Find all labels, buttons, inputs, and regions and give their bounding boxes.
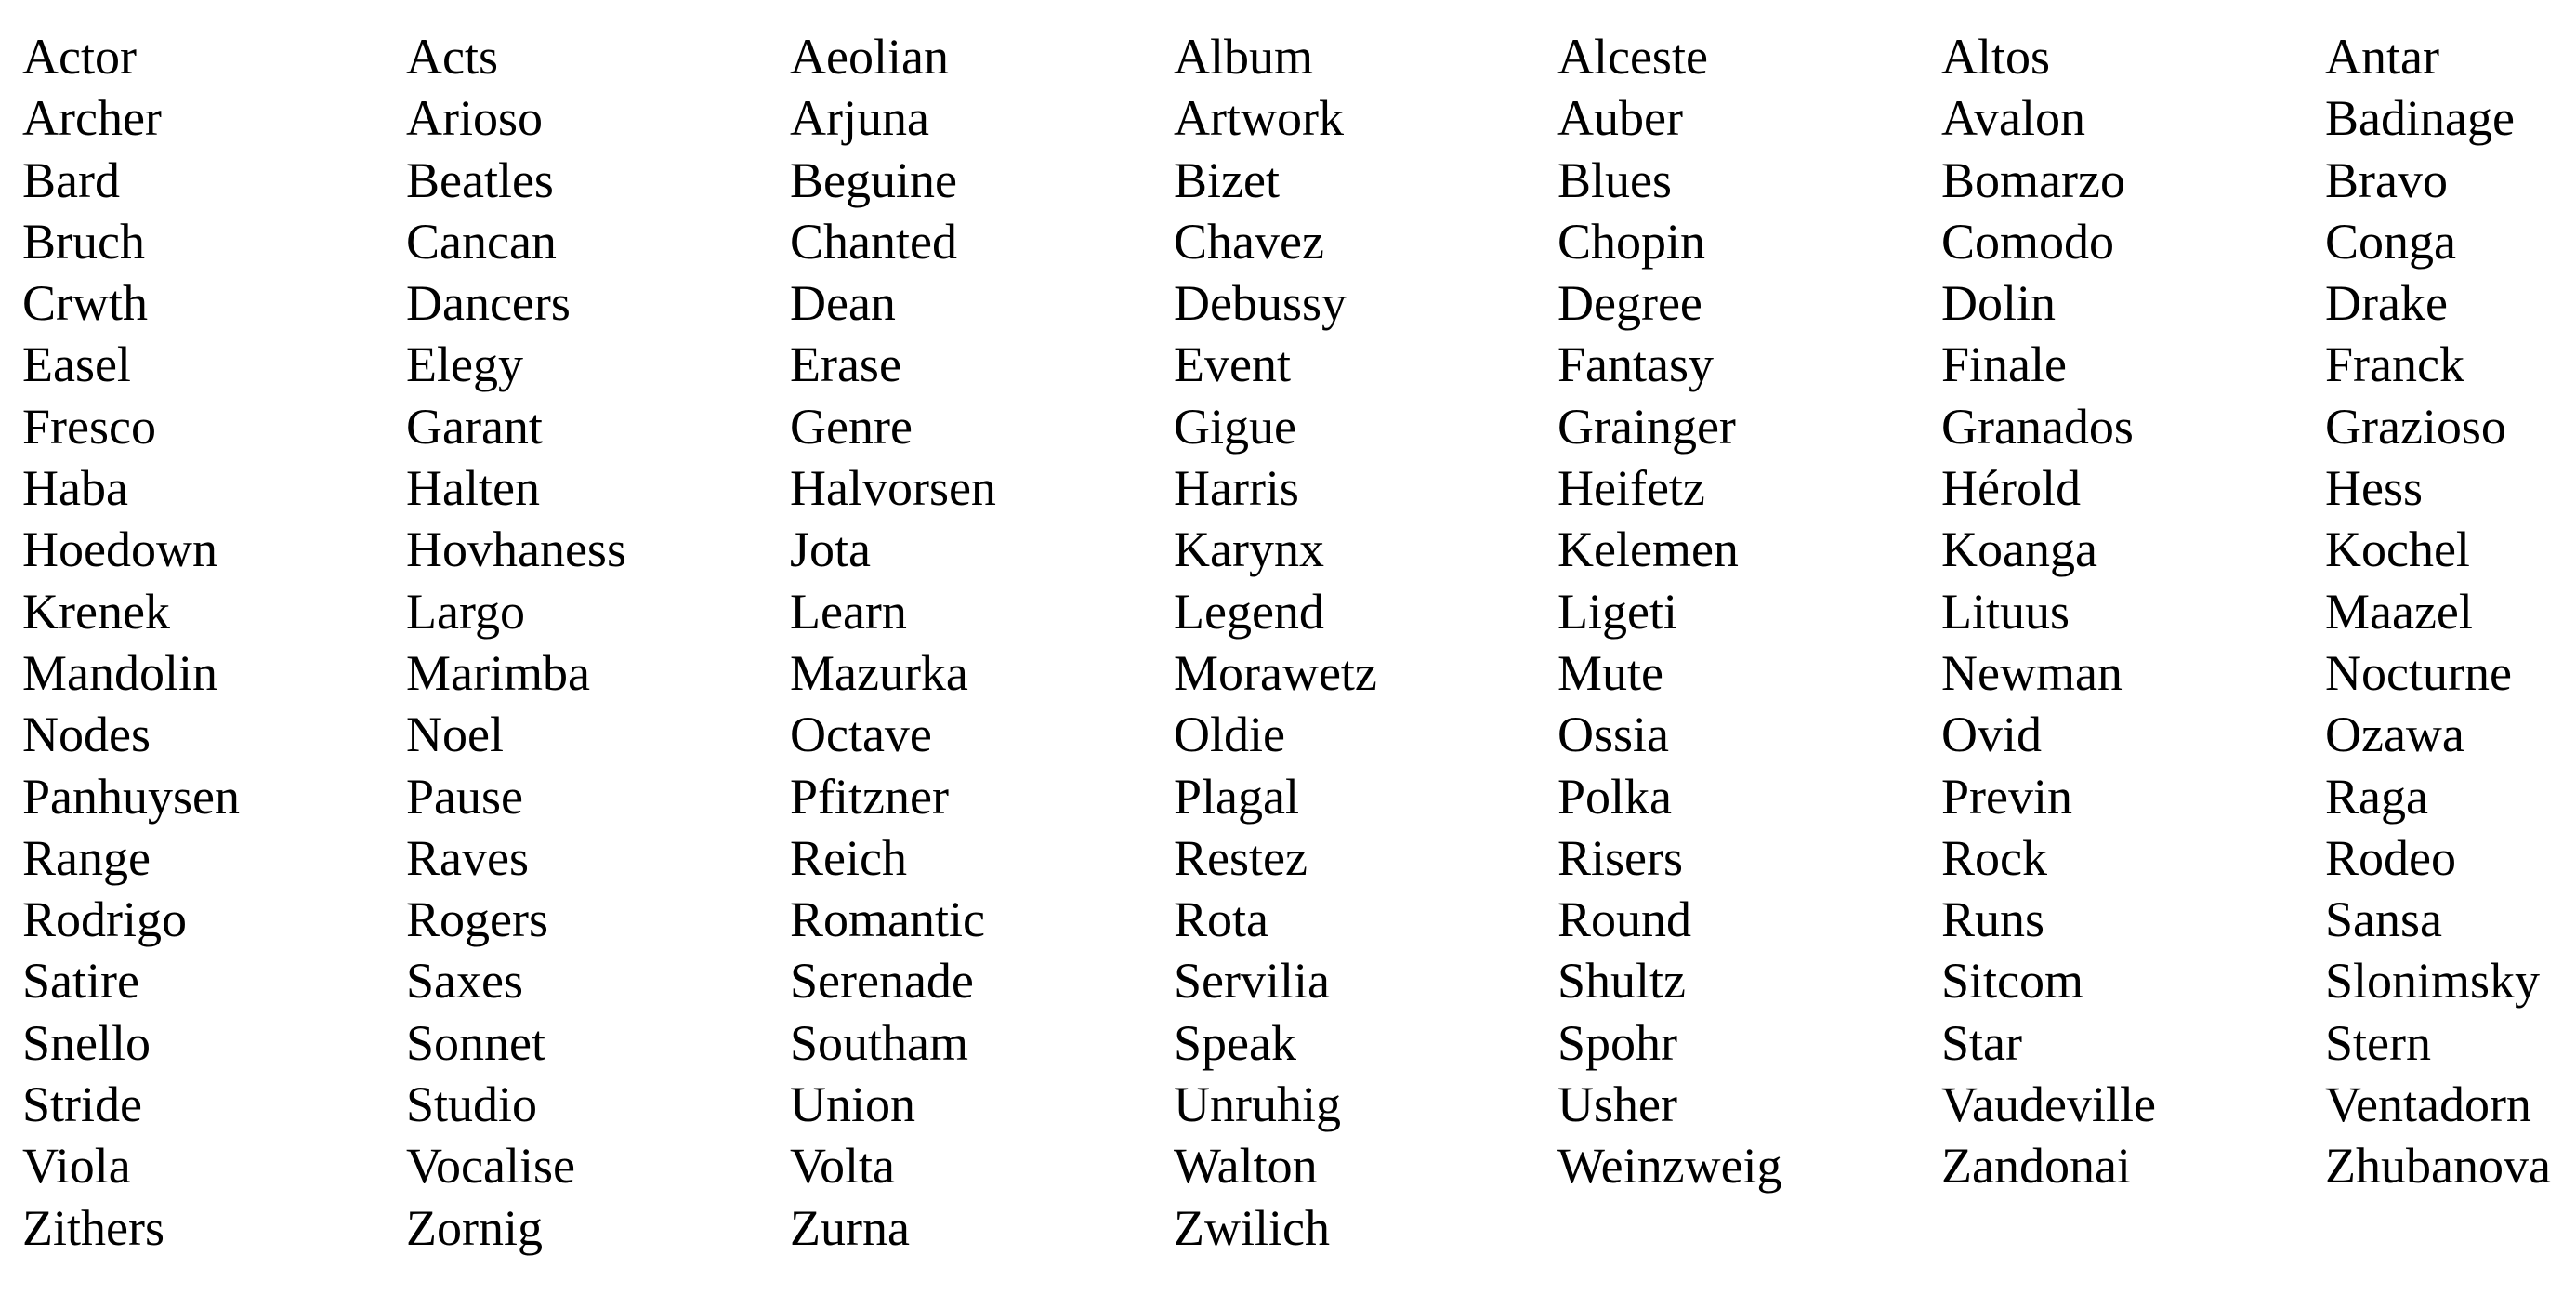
word-cell: Finale	[1941, 337, 2067, 393]
word-cell: Aeolian	[790, 29, 949, 85]
word-cell: Ligeti	[1557, 583, 1677, 640]
word-cell: Mute	[1557, 644, 1663, 701]
word-cell: Grainger	[1557, 398, 1736, 455]
word-cell: Restez	[1174, 829, 1308, 886]
word-cell: Sitcom	[1941, 953, 2084, 1010]
word-cell: Learn	[790, 583, 907, 640]
word-cell: Dancers	[406, 275, 571, 332]
word-cell: Debussy	[1174, 275, 1347, 332]
word-cell: Zornig	[406, 1199, 543, 1256]
word-cell: Lituus	[1941, 583, 2070, 640]
word-cell: Crwth	[22, 275, 148, 332]
word-cell: Ossia	[1557, 706, 1669, 763]
word-cell: Alceste	[1557, 29, 1708, 85]
word-cell: Satire	[22, 953, 139, 1010]
word-cell: Beguine	[790, 152, 957, 208]
word-cell: Chavez	[1174, 213, 1324, 270]
word-cell: Weinzweig	[1557, 1138, 1782, 1195]
word-cell: Walton	[1174, 1138, 1318, 1195]
word-cell: Sansa	[2325, 891, 2442, 948]
word-cell: Panhuysen	[22, 768, 240, 825]
word-cell: Newman	[1941, 644, 2123, 701]
word-cell: Auber	[1557, 90, 1683, 147]
word-cell: Altos	[1941, 29, 2051, 85]
word-cell: Event	[1174, 337, 1291, 393]
word-cell: Erase	[790, 337, 901, 393]
word-cell: Acts	[406, 29, 498, 85]
word-grid	[22, 26, 2576, 1259]
word-cell: Ventadorn	[2325, 1076, 2531, 1133]
word-cell: Ovid	[1941, 706, 2042, 763]
word-cell: Plagal	[1174, 768, 1299, 825]
word-cell: Halvorsen	[790, 460, 996, 517]
word-cell: Raga	[2325, 768, 2428, 825]
word-cell: Stride	[22, 1076, 142, 1133]
word-cell: Krenek	[22, 583, 170, 640]
word-cell: Chopin	[1557, 213, 1706, 270]
word-cell: Oldie	[1174, 706, 1285, 763]
word-cell: Zurna	[790, 1199, 910, 1256]
word-cell: Viola	[22, 1138, 131, 1195]
word-cell: Spohr	[1557, 1014, 1678, 1071]
word-cell: Stern	[2325, 1014, 2431, 1071]
word-cell: Noel	[406, 706, 504, 763]
word-cell: Franck	[2325, 337, 2464, 393]
word-cell: Legend	[1174, 583, 1324, 640]
word-cell: Drake	[2325, 275, 2448, 332]
word-cell: Kochel	[2325, 522, 2470, 578]
word-cell: Granados	[1941, 398, 2134, 455]
word-cell: Genre	[790, 398, 913, 455]
word-cell: Gigue	[1174, 398, 1296, 455]
word-cell: Dolin	[1941, 275, 2057, 332]
word-cell: Antar	[2325, 29, 2439, 85]
word-cell: Rock	[1941, 829, 2047, 886]
word-cell: Previn	[1941, 768, 2072, 825]
word-cell: Blues	[1557, 152, 1673, 208]
word-cell: Star	[1941, 1014, 2022, 1071]
word-cell: Archer	[22, 90, 162, 147]
word-cell: Pause	[406, 768, 523, 825]
word-cell: Maazel	[2325, 583, 2473, 640]
word-cell: Dean	[790, 275, 896, 332]
word-cell: Conga	[2325, 213, 2456, 270]
word-cell: Chanted	[790, 213, 957, 270]
word-cell: Runs	[1941, 891, 2045, 948]
word-cell: Mazurka	[790, 644, 968, 701]
word-cell: Bizet	[1174, 152, 1280, 208]
word-cell: Slonimsky	[2325, 953, 2541, 1010]
word-cell: Avalon	[1941, 90, 2085, 147]
word-cell: Mandolin	[22, 644, 217, 701]
word-cell: Bravo	[2325, 152, 2448, 208]
word-cell: Range	[22, 829, 151, 886]
word-cell: Arjuna	[790, 90, 929, 147]
word-cell: Zwilich	[1174, 1199, 1330, 1256]
word-cell: Volta	[790, 1138, 896, 1195]
word-cell: Largo	[406, 583, 525, 640]
word-cell: Fresco	[22, 398, 156, 455]
word-cell: Hérold	[1941, 460, 2081, 517]
word-cell: Southam	[790, 1014, 969, 1071]
word-cell: Round	[1557, 891, 1692, 948]
word-cell: Rodeo	[2325, 829, 2456, 886]
word-cell	[2325, 1197, 2576, 1259]
word-cell: Hess	[2325, 460, 2423, 517]
word-cell: Servilia	[1174, 953, 1330, 1010]
word-cell: Morawetz	[1174, 644, 1377, 701]
word-cell: Garant	[406, 398, 543, 455]
word-cell: Vaudeville	[1941, 1076, 2156, 1133]
word-cell: Raves	[406, 829, 529, 886]
word-cell: Artwork	[1174, 90, 1344, 147]
word-cell: Marimba	[406, 644, 590, 701]
word-cell: Fantasy	[1557, 337, 1714, 393]
word-cell: Bard	[22, 152, 120, 208]
word-cell: Bruch	[22, 213, 145, 270]
word-cell	[1557, 1197, 1941, 1259]
word-cell: Romantic	[790, 891, 985, 948]
word-cell: Shultz	[1557, 953, 1687, 1010]
word-cell: Sonnet	[406, 1014, 546, 1071]
word-cell: Actor	[22, 29, 137, 85]
word-cell: Kelemen	[1557, 522, 1739, 578]
word-cell: Halten	[406, 460, 540, 517]
word-cell: Bomarzo	[1941, 152, 2125, 208]
word-cell: Harris	[1174, 460, 1299, 517]
word-cell: Nocturne	[2325, 644, 2512, 701]
word-cell: Snello	[22, 1014, 151, 1071]
word-cell: Beatles	[406, 152, 554, 208]
word-cell: Studio	[406, 1076, 538, 1133]
word-cell: Unruhig	[1174, 1076, 1341, 1133]
word-cell: Koanga	[1941, 522, 2097, 578]
word-cell: Cancan	[406, 213, 557, 270]
word-cell: Rota	[1174, 891, 1268, 948]
word-cell: Rogers	[406, 891, 548, 948]
word-cell: Arioso	[406, 90, 543, 147]
word-cell: Reich	[790, 829, 907, 886]
word-cell: Speak	[1174, 1014, 1296, 1071]
word-cell: Union	[790, 1076, 915, 1133]
word-cell: Serenade	[790, 953, 974, 1010]
word-cell: Nodes	[22, 706, 151, 763]
word-cell: Ozawa	[2325, 706, 2464, 763]
word-cell	[1941, 1197, 2325, 1259]
word-cell: Octave	[790, 706, 932, 763]
word-cell: Risers	[1557, 829, 1683, 886]
word-cell: Haba	[22, 460, 128, 517]
word-cell: Degree	[1557, 275, 1702, 332]
word-cell: Hoedown	[22, 522, 217, 578]
word-cell: Rodrigo	[22, 891, 188, 948]
word-cell: Zithers	[22, 1199, 164, 1256]
word-cell: Karynx	[1174, 522, 1324, 578]
word-cell: Badinage	[2325, 90, 2515, 147]
word-cell: Pfitzner	[790, 768, 949, 825]
word-cell: Usher	[1557, 1076, 1677, 1133]
word-cell: Polka	[1557, 768, 1673, 825]
word-cell: Saxes	[406, 953, 523, 1010]
word-cell: Vocalise	[406, 1138, 575, 1195]
word-cell: Heifetz	[1557, 460, 1705, 517]
word-cell: Easel	[22, 337, 131, 393]
word-cell: Grazioso	[2325, 398, 2506, 455]
word-cell: Zandonai	[1941, 1138, 2131, 1195]
word-cell: Jota	[790, 522, 871, 578]
word-cell: Comodo	[1941, 213, 2115, 270]
word-cell: Hovhaness	[406, 522, 626, 578]
word-cell: Album	[1174, 29, 1314, 85]
word-cell: Elegy	[406, 337, 523, 393]
word-cell: Zhubanova	[2325, 1138, 2551, 1195]
